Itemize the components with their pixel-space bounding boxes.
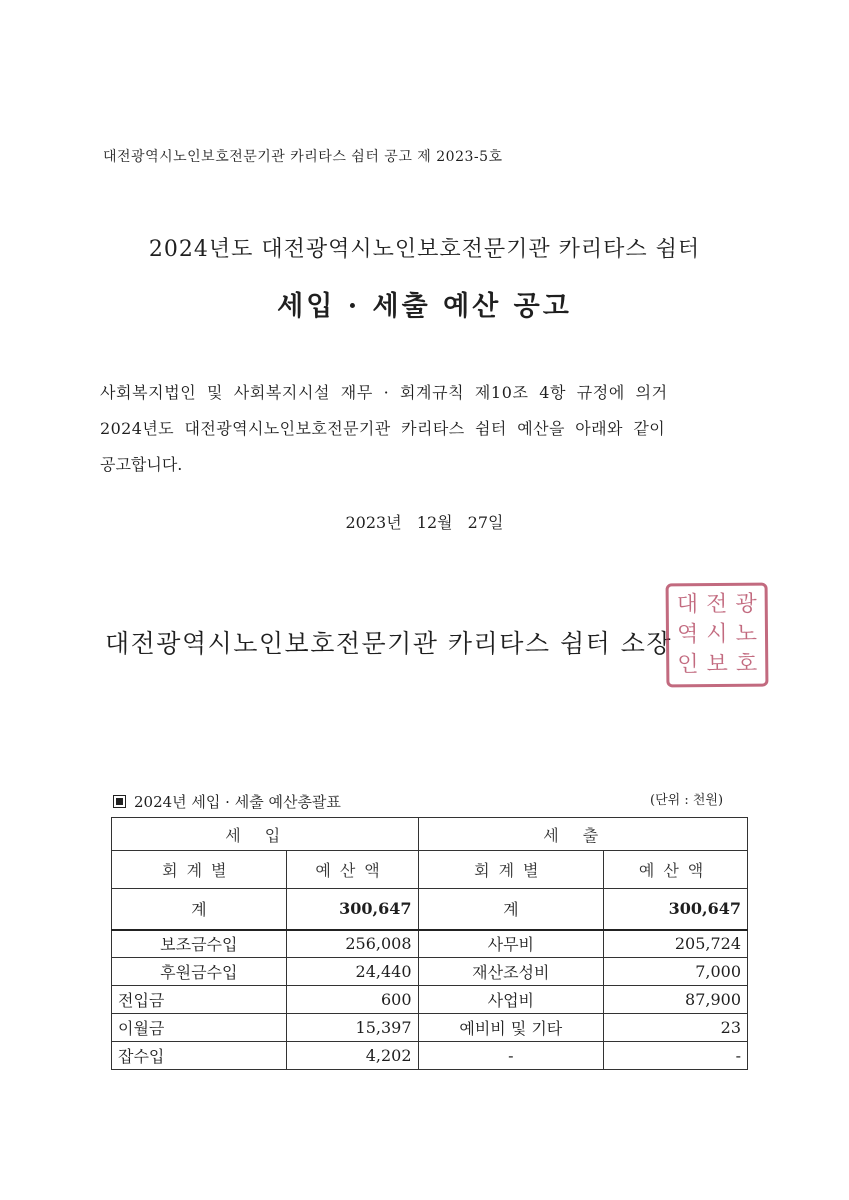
table-row (112, 1042, 748, 1070)
expense-label: 재산조성비 (418, 958, 604, 986)
revenue-label: 이월금 (112, 1014, 287, 1042)
expense-amount: 87,900 (604, 986, 748, 1014)
expense-amount-header: 예산액 (604, 851, 748, 889)
revenue-amount-header: 예산액 (286, 851, 418, 889)
expense-account-header: 회계별 (418, 851, 604, 889)
revenue-total-label: 계 (112, 889, 287, 930)
table-caption-text: 2024년 세입 · 세출 예산총괄표 (134, 793, 341, 811)
expense-total-label: 계 (418, 889, 604, 930)
notice-body-line: 사회복지법인 및 사회복지시설 재무 · 회계규칙 제10조 4항 규정에 의거 (100, 383, 668, 402)
total-row (112, 889, 748, 930)
notice-body-line: 2024년도 대전광역시노인보호전문기관 카리타스 쉼터 예산을 아래와 같이 (100, 419, 666, 438)
table-row (112, 986, 748, 1014)
notice-body (100, 375, 750, 483)
notice-body-line: 공고합니다. (100, 455, 183, 474)
seal-char: 전 (705, 591, 728, 618)
table-row (112, 1014, 748, 1042)
seal-char: 시 (706, 621, 728, 648)
table-row (112, 958, 748, 986)
revenue-amount: 24,440 (286, 958, 418, 986)
seal-char: 호 (735, 651, 758, 677)
expense-header: 세출 (418, 818, 747, 851)
seal-char: 대 (676, 592, 699, 618)
seal-char: 보 (706, 651, 728, 678)
budget-summary-table (111, 817, 748, 1070)
unit-label: (단위 : 천원) (650, 793, 724, 808)
seal-char: 노 (735, 621, 758, 647)
square-bullet-icon (113, 795, 126, 808)
expense-amount: 7,000 (604, 958, 748, 986)
signatory: 대전광역시노인보호전문기관 카리타스 쉼터 소장 (105, 629, 672, 658)
revenue-label: 보조금수입 (112, 930, 287, 958)
revenue-amount: 4,202 (286, 1042, 418, 1070)
notice-number: 대전광역시노인보호전문기관 카리타스 쉼터 공고 제 2023-5호 (103, 149, 503, 165)
document-subtitle: 세입 · 세출 예산 공고 (277, 291, 572, 322)
table-row (112, 930, 748, 958)
table-header-row (112, 818, 748, 851)
table-subheader-row (112, 851, 748, 889)
revenue-total-amount: 300,647 (286, 889, 418, 930)
revenue-label: 잡수입 (112, 1042, 287, 1070)
expense-label: 예비비 및 기타 (418, 1014, 604, 1042)
seal-char: 광 (735, 591, 757, 617)
revenue-amount: 15,397 (286, 1014, 418, 1042)
revenue-label: 후원금수입 (112, 958, 287, 986)
expense-amount: - (604, 1042, 748, 1070)
revenue-account-header: 회계별 (112, 851, 287, 889)
seal-char: 역 (676, 622, 699, 648)
revenue-amount: 600 (286, 986, 418, 1014)
expense-label: 사무비 (418, 930, 604, 958)
notice-date: 2023년 12월 27일 (345, 513, 504, 532)
revenue-header: 세입 (112, 818, 419, 851)
expense-amount: 205,724 (604, 930, 748, 958)
table-caption (113, 791, 341, 812)
expense-total-amount: 300,647 (604, 889, 748, 930)
expense-amount: 23 (604, 1014, 748, 1042)
document-title: 2024년도 대전광역시노인보호전문기관 카리타스 쉼터 (148, 237, 701, 262)
expense-label: 사업비 (418, 986, 604, 1014)
revenue-amount: 256,008 (286, 930, 418, 958)
expense-label: - (418, 1042, 604, 1070)
seal-char: 인 (677, 652, 699, 678)
official-seal-stamp (666, 583, 769, 688)
revenue-label: 전입금 (112, 986, 287, 1014)
